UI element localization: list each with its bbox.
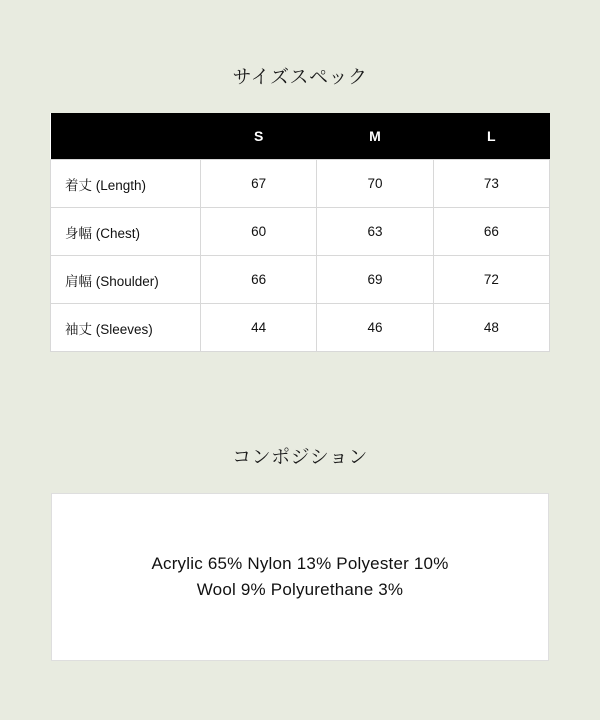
table-row <box>51 304 550 352</box>
column-header-s: S <box>201 113 317 160</box>
size-spec-table <box>50 113 550 352</box>
column-header-blank <box>51 113 201 160</box>
size-spec-table-wrapper <box>50 113 550 352</box>
cell-chest-s: 60 <box>201 208 317 256</box>
size-spec-table-head <box>51 113 550 160</box>
cell-length-m: 70 <box>317 160 433 208</box>
table-row <box>51 160 550 208</box>
row-label-chest: 身幅 (Chest) <box>51 208 201 256</box>
cell-shoulder-l: 72 <box>433 256 549 304</box>
cell-sleeves-s: 44 <box>201 304 317 352</box>
row-label-length: 着丈 (Length) <box>51 160 201 208</box>
column-header-l: L <box>433 113 549 160</box>
cell-shoulder-s: 66 <box>201 256 317 304</box>
cell-length-l: 73 <box>433 160 549 208</box>
size-spec-title: サイズスペック <box>232 67 368 88</box>
row-label-sleeves: 袖丈 (Sleeves) <box>51 304 201 352</box>
table-row <box>51 256 550 304</box>
composition-title: コンポジション <box>232 447 368 468</box>
table-row <box>51 208 550 256</box>
cell-sleeves-l: 48 <box>433 304 549 352</box>
composition-line-1: Acrylic 65% Nylon 13% Polyester 10% <box>151 553 449 573</box>
column-header-m: M <box>317 113 433 160</box>
composition-box <box>51 493 549 661</box>
cell-chest-m: 63 <box>317 208 433 256</box>
cell-length-s: 67 <box>201 160 317 208</box>
composition-line-2: Wool 9% Polyurethane 3% <box>196 580 404 599</box>
size-spec-table-body <box>51 160 550 352</box>
row-label-shoulder: 肩幅 (Shoulder) <box>51 256 201 304</box>
cell-chest-l: 66 <box>433 208 549 256</box>
cell-sleeves-m: 46 <box>317 304 433 352</box>
cell-shoulder-m: 69 <box>317 256 433 304</box>
table-header-row <box>51 113 550 160</box>
